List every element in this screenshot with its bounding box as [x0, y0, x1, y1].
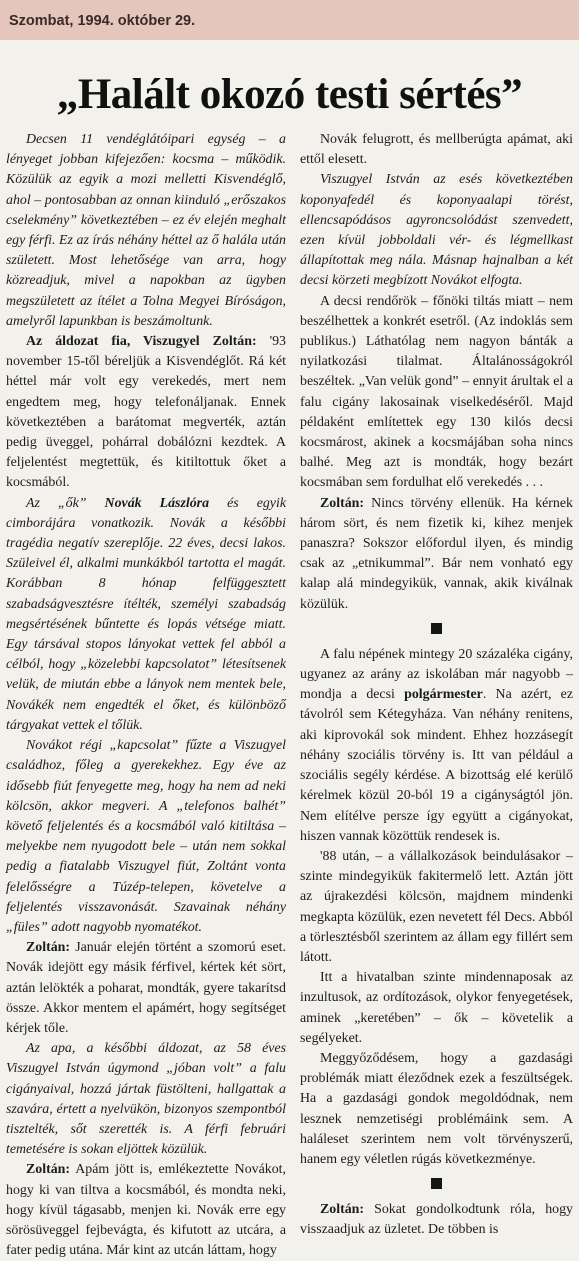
paragraph-lead: Az „ők”: [26, 495, 105, 511]
article-paragraph: [300, 130, 573, 170]
article-paragraph: [300, 645, 573, 847]
paragraph-text: . Na azért, ez távolról sem Kétegyháza. Van néhány renitens, aki kiprovokál sok mindent. Ehhez hozzásegít néhány szociális törvény is. Itt van például a szociális segély kérdése. A bizottság elé kerülő kérelmek közül 20-ból 19 a cigányságtól jön. Nem elítélve persze így együtt a cigányokat, hiszen vannak közöttük rendesek is.: [300, 687, 574, 844]
article-paragraph: [6, 494, 286, 736]
article-paragraph: [300, 1200, 573, 1240]
article-paragraph: [300, 494, 573, 615]
article-paragraph: [300, 968, 573, 1049]
speaker-name: Zoltán:: [320, 1202, 364, 1218]
dateline-bar: [0, 0, 579, 40]
speaker-name: Zoltán:: [26, 940, 70, 956]
paragraph-text: '93 november 15-től béreljük a Kisvendéglőt. Rá két héttel már volt egy verekedés, mert nem engedtem meg, hogy telefonáljanak. Ennek következtében a barátomat megverték, aztán pedig üveggel, pohárral dobálózni kezdtek. A feljelentést megtettük, és kitiltottuk őket a kocsmából.: [6, 334, 286, 491]
headline: „Halált okozó testi sértés”: [56, 71, 523, 118]
article-paragraph: [300, 847, 573, 968]
speaker-name: Az áldozat fia, Viszugyel Zoltán:: [26, 334, 257, 350]
paragraph-text: Viszugyel István az esés következtében koponyafedél és koponyaalapi törést, ellencsapódásos agyroncsolódást szenvedett, ezen kívül jobboldali vér- és légmellkast állapítottak meg nála. Másnap hajnalban a két decsi körzeti megbízott Novákot elfogta.: [300, 172, 573, 289]
paragraph-text: Decsen 11 vendéglátóipari egység – a lényeget jobban kifejezően: kocsma – működik. Közülük az egyik a mozi melletti Kisvendéglő, ahol – pontosabban az onnan kiinduló „erőszakos cselekmény” következtében – ez év elején meghalt egy férfi. Ez az írás néhány héttel az ő halála után született. Most lehetősége van arra, hogy közreadjuk, mivel a napokban az ügyben megszületett az ítélet a Tolna Megyei Bíróságon, amelyről lapunkban is beszámoltunk.: [6, 132, 286, 329]
article-paragraph: [300, 1049, 573, 1170]
right-column: [300, 130, 573, 1241]
article-paragraph: [6, 736, 286, 938]
paragraph-text: Itt a hivatalban szinte mindennaposak az inzultusok, az ordítozások, olykor fenyegetések, aminek „keretében” – ők – követelik a segélyeket.: [300, 970, 573, 1046]
article-paragraph: [6, 332, 286, 494]
section-separator: [300, 1176, 573, 1190]
paragraph-text: Apám jött is, emlékeztette Novákot, hogy ki van tiltva a kocsmából, és mondta neki, hogy kívül tágasabb, menjen ki. Novák erre egy sörösüveggel fejbevágta, és kifutott az utcára, a fater pedig utána. Már kint az utcán láttam, hogy: [6, 1162, 286, 1259]
speaker-name: Novák Lászlóra: [104, 495, 210, 511]
paragraph-text: '88 után, – a vállalkozások beindulásakor – szinte mindegyikük fakitermelő lett. Aztán jött az újrakezdési kölcsön, majdnem mindenki megkapta közülük, ezen nevetett fél Decs. Abból a törlesztésből szerintem az állam egy fillért sem látott.: [300, 848, 573, 965]
speaker-name: Zoltán:: [320, 495, 364, 511]
article-paragraph: [300, 292, 573, 494]
black-square-icon: [431, 623, 442, 634]
paragraph-text: Január elején történt a szomorú eset. Novák idejött egy másik férfivel, kértek két sört, aztán lelökték a poharat, mondták, gyere takarítsd össze. Akkor mentem el apámért, hogy segítséget kérjek tőle.: [6, 940, 286, 1036]
article-paragraph: [6, 938, 286, 1039]
article-paragraph: [6, 1160, 286, 1261]
article-paragraph: [6, 130, 286, 332]
paragraph-text: A decsi rendőrök – főnöki tiltás miatt – nem beszélhettek a konkrét esetről. (Az indoklás sem publikus.) Láthatólag nem nagyon bánták a nyilatkozási tilalmat. Általánosságokról beszéltek. „Van velük gond” – ennyit árultak el a falu cigány lakosainak viselkedéséről. Majd példaként említettek egy 130 kilós decsi kocsmárost, akinek a kocsmájában soha nincs balhé. Meg azt is mondták, hogy bezárt kocsmában sem fordulhat elő verekedés . . .: [300, 293, 573, 491]
dateline: Szombat, 1994. október 29.: [9, 13, 196, 29]
paragraph-text: Novákot régi „kapcsolat” fűzte a Viszugyel családhoz, főleg a gyerekekhez. Egy éve az idősebb fiút fenyegette meg, hogy ha nem ad neki kölcsön, akkor megveri. A „telefonos balhét” követő feljelentés és a kocsmából való kitiltása – melyekbe nem nyugodott bele – után nem sokkal pedig a fiatalabb Viszugyel fiút, Zoltánt vonta felelősségre a Túzép-telepen, követelve a feljelentés visszavonását. Szavainak néhány „füles” adott nagyobb nyomatékot.: [6, 738, 286, 935]
paragraph-text: Sokat gondolkodtunk róla, hogy visszaadjuk az üzletet. De többen is: [300, 1202, 573, 1238]
paragraph-text: Nincs törvény ellenük. Ha kérnek három sört, és nem fizetik ki, kihez menjek panaszra? Sokszor előfordul ilyen, és mindig csak az „etnikummal”. Bár nem vonható egy kalap alá mindegyikük, vannak, akik kiválnak közülük.: [300, 495, 573, 612]
left-column: [6, 130, 286, 1261]
speaker-name: polgármester: [404, 687, 483, 703]
black-square-icon: [431, 1178, 442, 1189]
paragraph-lead: A falu népének mintegy 20 százaléka cigány, ugyanez az arány az iskolában már nagyobb – mondja a decsi: [300, 646, 573, 703]
article-paragraph: [300, 170, 573, 291]
section-separator: [300, 621, 573, 635]
paragraph-text: és egyik cimborájára vonatkozik. Novák a későbbi tragédia negatív szereplője. 22 éves, decsi lakos. Szüleivel él, alkalmi munkákból tartotta el magát. Korábban 8 hónap felfüggesztett szabadságvesztésre ítélték, személyi szabadság megsértésének bűntette és lopás vétsége miatt. Egy társával stopos lányokat vettek fel abból a célból, hogy „közelebbi kapcsolatot” létesítsenek velük, de miután ebbe a lányok nem mentek bele, Novákék nem engedték el őket, és különböző tárgyakat vettek el tőlük.: [6, 495, 286, 733]
paragraph-text: Novák felugrott, és mellberúgta apámat, aki ettől elesett.: [300, 132, 573, 168]
paragraph-text: Az apa, a későbbi áldozat, az 58 éves Viszugyel István úgymond „jóban volt” a falu cigányaival, hozzá jártak füstölteni, hallgattak a szavára, értett a nyelvükön, bizonyos szempontból tisztelték, sőt szerették is. A férfi februári temetésére is sokan eljöttek közülük.: [6, 1041, 286, 1158]
speaker-name: Zoltán:: [26, 1162, 70, 1178]
paragraph-text: Meggyőződésem, hogy a gazdasági problémák miatt éleződnek ezek a feszültségek. Ha a gazdasági gondok megoldódnak, nem lesznek nemzetiségi problémáink sem. A haláleset szerintem nem volt törvényszerű, hanem egy véletlen rúgás következménye.: [300, 1050, 573, 1167]
